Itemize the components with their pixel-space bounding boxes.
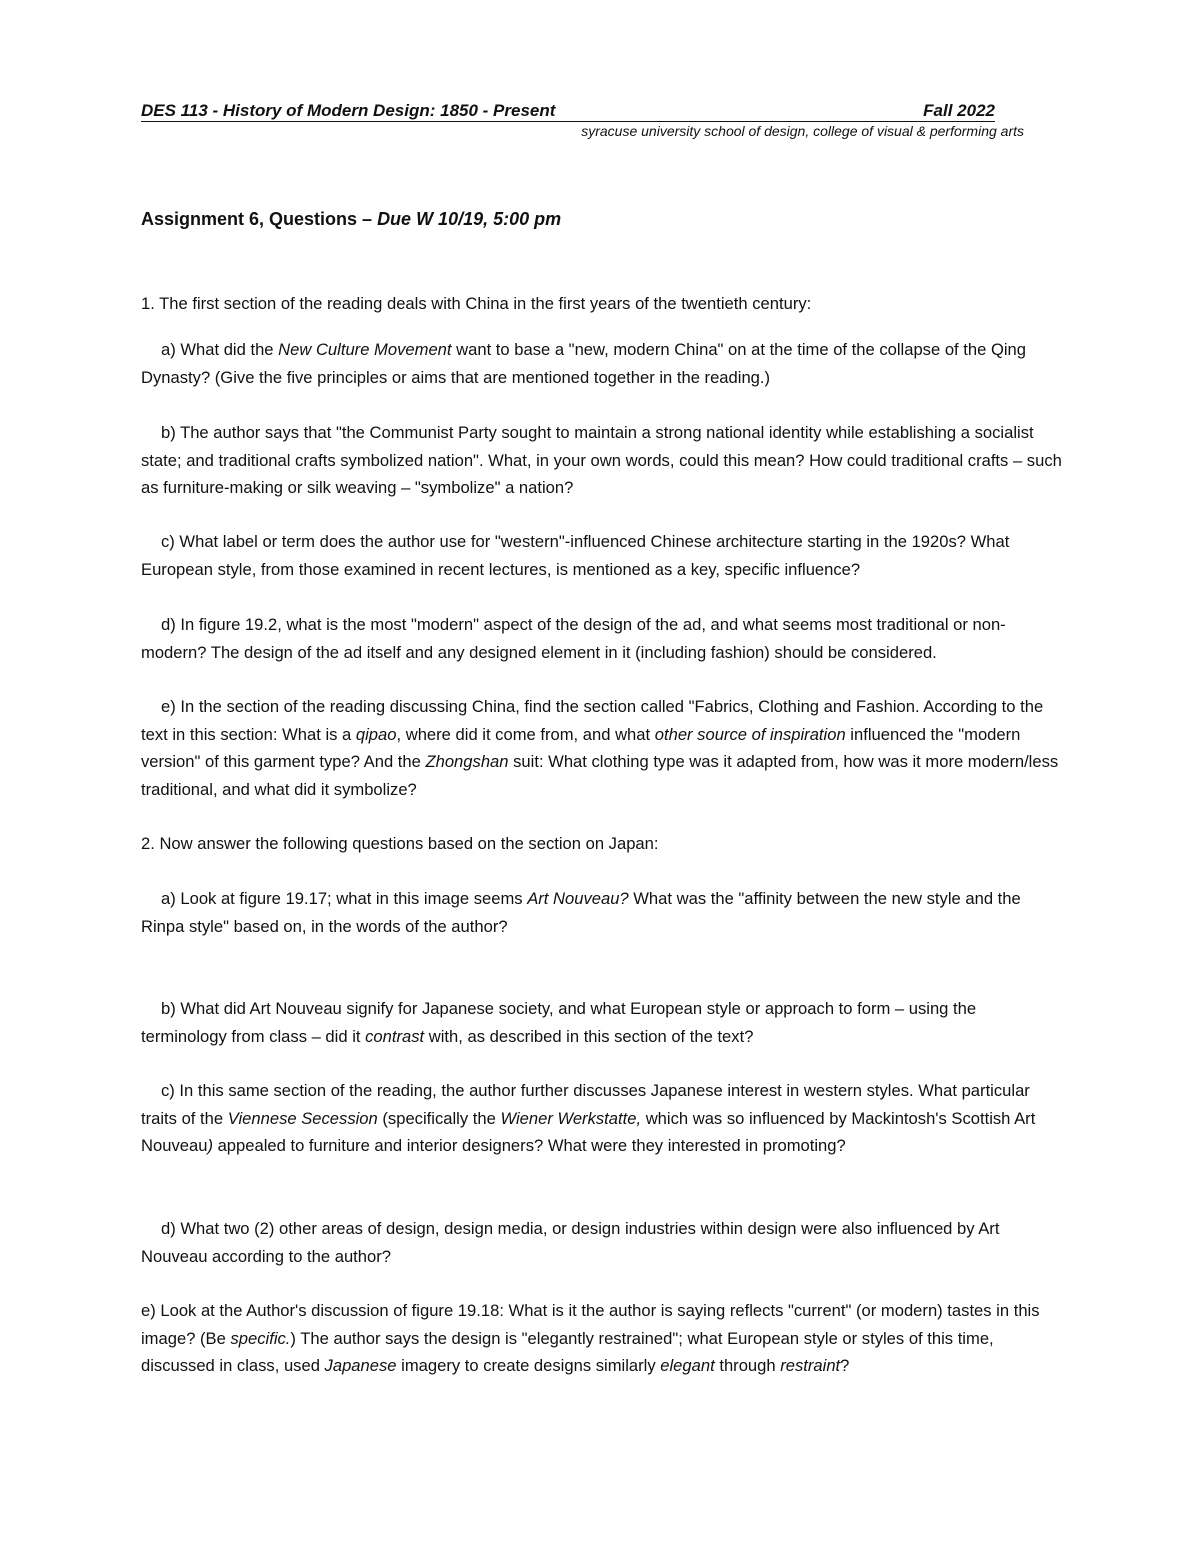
question-1a: a) What did the New Culture Movement want to base a "new, modern China" on at the time of the collapse of the Qing Dynasty? (Give the five principles or aims that are mentioned together in the reading.) xyxy=(141,340,1027,387)
question-2-intro: 2. Now answer the following questions based on the section on Japan: xyxy=(141,834,659,853)
course-term: Fall 2022 xyxy=(923,101,995,120)
question-1b: b) The author says that "the Communist Party sought to maintain a strong national identity while establishing a socialist state; and traditional crafts symbolized nation". What, in your own words, could this mean? How could traditional crafts – such as furniture-making or silk weaving – "symbolize" a nation? xyxy=(141,423,1062,497)
assignment-title xyxy=(141,208,561,230)
question-1e: e) In the section of the reading discussing China, find the section called "Fabrics, Clothing and Fashion. According to the text in this section: What is a qipao, where did it come from, and what other source of inspiration influenced the "modern version" of this garment type? And the Zhongshan suit: What clothing type was it adapted from, how was it more modern/less traditional, and what did it symbolize? xyxy=(141,697,1059,799)
assignment-due-date: Due W 10/19, 5:00 pm xyxy=(377,209,562,229)
question-2e: e) Look at the Author's discussion of figure 19.18: What is it the author is saying reflects "current" (or modern) tastes in this image? (Be specific.) The author says the design is "elegantly restrained"; what European style or styles of this time, discussed in class, used Japanese imagery to create designs similarly elegant through restraint? xyxy=(141,1301,1040,1375)
assignment-title-text: Assignment 6, Questions – xyxy=(141,209,378,229)
question-1c: c) What label or term does the author use for "western"-influenced Chinese architecture starting in the 1920s? What European style, from those examined in recent lectures, is mentioned as a key, specific influence? xyxy=(141,532,1010,579)
question-2c: c) In this same section of the reading, the author further discusses Japanese interest in western styles. What particular traits of the Viennese Secession (specifically the Wiener Werkstatte, which was so influenced by Mackintosh's Scottish Art Nouveau) appealed to furniture and interior designers? What were they interested in promoting? xyxy=(141,1081,1036,1155)
question-2a: a) Look at figure 19.17; what in this image seems Art Nouveau? What was the "affinity between the new style and the Rinpa style" based on, in the words of the author? xyxy=(141,889,1021,936)
question-1d: d) In figure 19.2, what is the most "modern" aspect of the design of the ad, and what seems most traditional or non-modern? The design of the ad itself and any designed element in it (including fashion) should be considered. xyxy=(141,615,1006,662)
question-2b: b) What did Art Nouveau signify for Japanese society, and what European style or approach to form – using the terminology from class – did it contrast with, as described in this section of the text? xyxy=(141,999,977,1046)
question-1-intro: 1. The first section of the reading deals with China in the first years of the twentieth century: xyxy=(141,294,812,313)
question-2d: d) What two (2) other areas of design, design media, or design industries within design were also influenced by Art Nouveau according to the author? xyxy=(141,1219,1000,1266)
course-title: DES 113 - History of Modern Design: 1850 - Present xyxy=(141,101,556,120)
course-header xyxy=(141,99,995,122)
institution-line: syracuse university school of design, college of visual & performing arts xyxy=(581,123,1024,139)
